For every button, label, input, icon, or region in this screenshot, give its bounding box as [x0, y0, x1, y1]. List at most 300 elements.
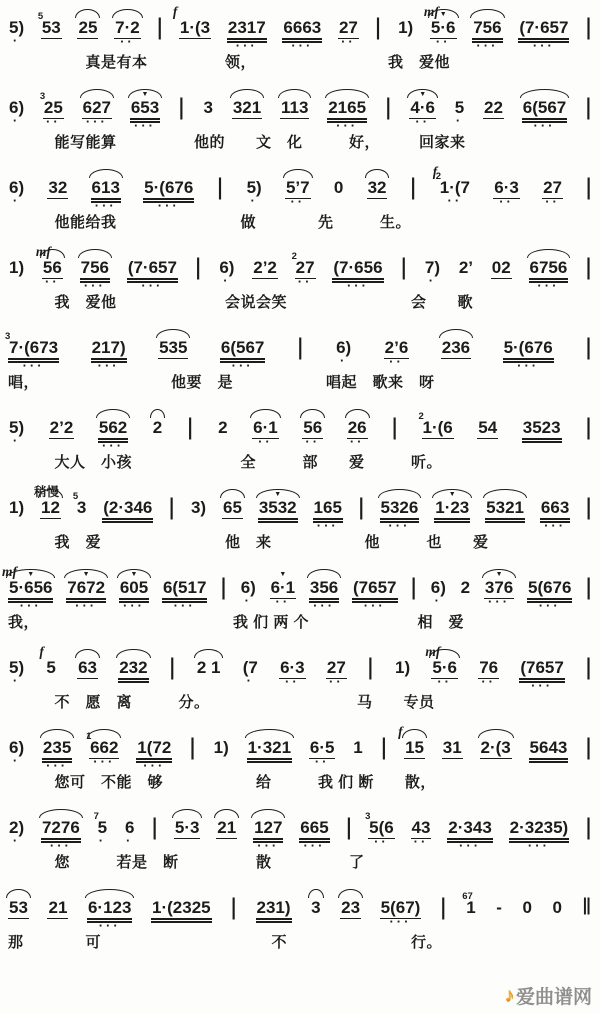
- octave-dots: ··: [258, 433, 273, 449]
- note-text: 5326: [380, 499, 420, 523]
- note-group: [527, 578, 572, 613]
- note-group: [302, 418, 323, 449]
- note-text: ‖: [582, 894, 591, 921]
- note-text: |: [440, 894, 446, 921]
- note-group: [258, 491, 298, 523]
- barline: [585, 574, 592, 601]
- note-text: |: [392, 414, 397, 441]
- note-text: 27: [326, 658, 346, 677]
- note-text: 15: [405, 738, 424, 757]
- note-text: 0: [522, 898, 532, 917]
- note-group: [425, 644, 458, 689]
- lyrics-line: 您 若是 断 散 了: [8, 853, 365, 871]
- dynamic-marking: mf: [35, 244, 51, 259]
- barline: [156, 14, 163, 41]
- note-group: [77, 659, 98, 679]
- note-group: [332, 258, 383, 293]
- note-group: [338, 18, 359, 49]
- octave-dots: ···: [235, 37, 258, 53]
- barline: [585, 414, 592, 441]
- notation-line: [0, 884, 600, 933]
- note-text: (7657: [519, 659, 564, 683]
- slur-arc-icon: [230, 89, 264, 98]
- note-group: [299, 818, 329, 853]
- note-group: [434, 491, 470, 523]
- note-text: |: [586, 254, 591, 281]
- octave-dots: ···: [346, 277, 369, 293]
- octave-dots: ···: [544, 517, 567, 533]
- octave-dots: ···: [336, 117, 359, 133]
- note-text: 7672: [66, 579, 106, 603]
- note-text: |: [586, 94, 591, 121]
- note-text: 6·1: [270, 578, 296, 597]
- note-text: 3523: [522, 419, 562, 443]
- note-group: [39, 644, 56, 678]
- note-text: 1·321: [247, 739, 292, 763]
- note-group: [313, 498, 343, 533]
- accent-icon: ▼: [439, 11, 447, 18]
- note-text: 54: [478, 418, 498, 437]
- note-group: [509, 818, 570, 853]
- note-group: [478, 658, 499, 689]
- slur-arc-icon: [439, 329, 473, 338]
- music-system: [0, 84, 600, 164]
- slur-arc-icon: [325, 89, 369, 98]
- note-text: (7·657: [127, 259, 178, 283]
- note-text: 6: [124, 818, 135, 837]
- accent-icon: ▼: [448, 491, 456, 498]
- notation-line: [0, 84, 600, 133]
- grace-note: 3: [365, 811, 371, 822]
- note-text: 1: [353, 738, 363, 757]
- note-text: 376: [484, 578, 514, 597]
- barline: [178, 94, 185, 121]
- octave-dots: ··: [349, 433, 365, 449]
- note-group: [423, 4, 457, 49]
- octave-dots: ···: [173, 597, 196, 613]
- note-text: 321: [232, 98, 262, 117]
- note-group: [367, 179, 388, 199]
- barline: [230, 894, 237, 921]
- octave-dots: ···: [49, 837, 72, 853]
- note-group: [327, 98, 367, 133]
- barline: [582, 894, 592, 921]
- octave-dots: ···: [98, 917, 121, 933]
- octave-dots: ··: [435, 33, 451, 49]
- note-group: [213, 739, 230, 758]
- dynamic-marking: mf: [423, 4, 439, 19]
- note-group: [256, 899, 292, 923]
- note-text: 235: [42, 739, 72, 763]
- note-text: 165: [313, 499, 343, 523]
- note-text: |: [152, 814, 158, 841]
- lyrics-line: 他能给我 做 先 生。: [8, 213, 412, 231]
- note-group: [35, 244, 63, 289]
- note-group: [8, 98, 25, 128]
- note-text: 25: [43, 98, 63, 117]
- slur-arc-icon: [378, 489, 422, 498]
- note-group: [162, 578, 207, 613]
- octave-dots: ··: [46, 113, 61, 129]
- note-text: 27: [338, 18, 358, 37]
- note-text: |: [385, 94, 391, 121]
- note-group: [529, 258, 569, 293]
- slur-arc-icon: [308, 889, 323, 898]
- note-text: 5643: [529, 739, 569, 763]
- octave-dots: ···: [459, 837, 482, 853]
- octave-dots: ··: [329, 673, 344, 689]
- octave-dots: ···: [134, 117, 156, 133]
- note-text: 65: [222, 498, 242, 517]
- note-group: [8, 818, 25, 848]
- note-text: 3: [76, 498, 87, 517]
- slur-arc-icon: [220, 489, 245, 498]
- note-text: 5): [9, 418, 25, 437]
- note-text: (7·656: [332, 259, 383, 283]
- notation-line: [0, 404, 600, 453]
- note-group: [335, 338, 352, 368]
- lyrics-line: 能写能算 他的 文 化 好， 回家来: [8, 133, 466, 151]
- note-text: |: [586, 174, 591, 201]
- note-group: [37, 11, 62, 39]
- notation-line: [0, 564, 600, 613]
- note-group: [8, 259, 25, 278]
- note-text: 53: [9, 898, 28, 917]
- octave-dots: ···: [313, 597, 336, 613]
- note-text: 1: [466, 898, 476, 917]
- note-text: 2’2: [253, 258, 277, 277]
- note-text: 43: [411, 818, 431, 837]
- accent-icon: ▼: [274, 491, 282, 498]
- note-group: [8, 18, 25, 48]
- barline: [585, 814, 592, 841]
- accent-icon: ▼: [495, 571, 503, 578]
- note-text: |: [586, 654, 591, 681]
- note-group: [227, 18, 267, 53]
- slur-arc-icon: [87, 729, 121, 738]
- note-group: [333, 179, 344, 198]
- note-group: [222, 499, 243, 519]
- note-text: |: [157, 14, 163, 41]
- barline: [440, 894, 447, 921]
- note-text: |: [586, 574, 591, 601]
- note-text: 32: [48, 178, 68, 197]
- note-group: [217, 419, 228, 438]
- note-text: 6): [219, 258, 235, 277]
- octave-dots: ···: [291, 37, 314, 53]
- note-group: [309, 738, 336, 769]
- note-text: 2·343: [447, 819, 492, 843]
- note-text: 6663: [282, 19, 322, 43]
- note-text: 2: [218, 418, 228, 437]
- music-system: [0, 4, 600, 84]
- lyrics-line: 我 爱他 会说会笑 会 歌: [8, 293, 474, 311]
- grace-note: 7: [93, 811, 99, 822]
- note-text: 2): [9, 818, 25, 837]
- slur-arc-icon: [75, 649, 100, 658]
- note-text: 3: [311, 898, 321, 917]
- note-text: 5): [246, 178, 262, 197]
- note-text: 236: [441, 338, 471, 357]
- note-group: [118, 659, 148, 683]
- note-group: [41, 818, 81, 853]
- note-text: 5·3: [174, 818, 200, 837]
- note-text: 2’2: [49, 418, 74, 437]
- note-text: (7·657: [518, 19, 569, 43]
- slur-arc-icon: [78, 249, 112, 258]
- note-group: [252, 418, 279, 449]
- slur-arc-icon: [520, 89, 569, 98]
- barline: [410, 174, 417, 201]
- note-group: [485, 499, 525, 523]
- note-text: |: [381, 734, 387, 761]
- octave-dots: ··: [415, 113, 431, 129]
- note-group: [394, 659, 411, 678]
- note-group: [310, 899, 321, 918]
- lyrics-line: 不 愿 离 分。 马 专员: [8, 693, 435, 711]
- barline: [585, 494, 592, 521]
- note-text: 6): [336, 338, 352, 357]
- slur-arc-icon: [283, 169, 313, 178]
- octave-dots: ··: [374, 833, 389, 849]
- barline: [585, 734, 592, 761]
- octave-dots: ··: [45, 273, 60, 289]
- slur-arc-icon: [470, 9, 504, 18]
- note-text: 5·6: [430, 18, 456, 37]
- note-text: 76: [479, 658, 499, 677]
- slur-arc-icon: [96, 409, 130, 418]
- note-text: 605: [119, 579, 149, 603]
- note-text: 32: [367, 178, 387, 197]
- watermark-label: 爱曲谱网: [515, 987, 592, 1008]
- accent-icon: ▼: [27, 571, 35, 578]
- note-group: [86, 731, 119, 769]
- octave-dots: ···: [19, 597, 42, 613]
- grace-note: 5: [72, 491, 79, 502]
- note-group: [246, 178, 263, 208]
- notation-line: [0, 164, 600, 213]
- notation-line: [0, 804, 600, 853]
- note-group: [483, 99, 504, 119]
- note-group: [424, 258, 441, 288]
- note-group: [285, 178, 311, 209]
- dynamic-marking: mf: [2, 564, 17, 579]
- note-group: [447, 818, 492, 853]
- note-text: 5321: [485, 499, 525, 523]
- note-text: |: [401, 254, 407, 281]
- slur-arc-icon: [345, 409, 370, 418]
- note-group: [326, 658, 347, 689]
- notation-line: [0, 644, 600, 693]
- note-group: [77, 19, 98, 39]
- octave-dots: ··: [305, 433, 321, 449]
- note-text: 2165: [327, 99, 367, 123]
- barline: [375, 14, 382, 41]
- note-group: [552, 899, 563, 918]
- note-text: |: [346, 814, 352, 841]
- note-text: 21: [48, 898, 68, 917]
- octave-dots: ···: [533, 117, 556, 133]
- note-group: [480, 739, 512, 759]
- note-group: [365, 811, 395, 849]
- note-group: [477, 419, 498, 439]
- note-group: [454, 98, 465, 128]
- note-group: [409, 91, 436, 129]
- note-group: [119, 571, 149, 613]
- lyrics-line: 我， 我 们 两 个 相 爱: [8, 613, 465, 631]
- music-system: [0, 644, 600, 724]
- note-group: [521, 899, 532, 918]
- note-group: [380, 498, 420, 533]
- octave-dots: ···: [363, 597, 386, 613]
- note-group: [529, 739, 569, 763]
- barline: [346, 814, 353, 841]
- note-group: [462, 891, 476, 918]
- note-group: [8, 658, 25, 688]
- note-text: |: [375, 14, 381, 41]
- octave-dots: ···: [83, 277, 106, 293]
- note-text: 6·1: [253, 418, 278, 437]
- octave-dots: ···: [527, 837, 550, 853]
- slur-arc-icon: [89, 169, 123, 178]
- barline: [585, 654, 592, 681]
- octave-dots: ···: [388, 517, 411, 533]
- music-system: [0, 884, 600, 964]
- slur-arc-icon: [251, 809, 285, 818]
- lyrics-line: 那 可 不 行。: [8, 933, 443, 951]
- note-group: [484, 571, 514, 609]
- octave-dots: ···: [257, 837, 280, 853]
- barline: [400, 254, 407, 281]
- note-text: 2 1: [196, 658, 221, 677]
- octave-dots: ···: [517, 357, 540, 373]
- barline: [585, 14, 592, 41]
- note-group: [93, 811, 108, 848]
- slur-arc-icon: [6, 889, 31, 898]
- octave-dots: ··: [341, 33, 356, 49]
- octave-dots: ···: [476, 37, 499, 53]
- slur-arc-icon: [402, 729, 427, 738]
- dynamic-marking: mf: [425, 644, 441, 659]
- note-text: 22: [484, 98, 503, 117]
- note-text: 231): [256, 899, 292, 923]
- barline: [585, 94, 592, 121]
- note-text: 2: [460, 578, 471, 597]
- note-group: [411, 818, 432, 849]
- note-text: |: [586, 334, 591, 361]
- octave-dots: ···: [316, 517, 339, 533]
- note-text: |: [410, 174, 416, 201]
- slur-arc-icon: [75, 9, 100, 18]
- note-group: [130, 91, 160, 133]
- note-text: |: [231, 894, 236, 921]
- octave-dots: ·: [246, 672, 254, 688]
- note-group: [493, 178, 520, 209]
- note-group: [279, 658, 306, 689]
- note-text: 6): [430, 578, 446, 597]
- accent-icon: ▼: [141, 91, 149, 98]
- octave-dots: ···: [143, 757, 166, 773]
- slur-arc-icon: [483, 489, 527, 498]
- octave-dots: ·: [12, 752, 21, 768]
- note-group: [432, 164, 471, 208]
- note-text: 6): [240, 578, 256, 597]
- note-group: [152, 419, 163, 438]
- note-group: [8, 738, 25, 768]
- octave-dots: ·: [12, 112, 21, 128]
- barline: [585, 174, 592, 201]
- note-group: [196, 659, 222, 678]
- note-group: [66, 571, 106, 613]
- barline: [391, 414, 398, 441]
- tempo-marking: 稍慢: [34, 485, 60, 499]
- barline: [220, 574, 227, 601]
- octave-dots: ···: [532, 37, 555, 53]
- note-text: |: [187, 414, 193, 441]
- octave-dots: ·: [250, 192, 258, 208]
- octave-dots: ···: [97, 357, 120, 373]
- note-text: (7: [242, 658, 258, 677]
- note-text: 7276: [41, 819, 81, 843]
- note-text: 6(517: [162, 579, 207, 603]
- notation-line: [0, 4, 600, 53]
- notation-line: [0, 484, 600, 533]
- note-text: 232: [118, 659, 148, 683]
- note-text: 217): [91, 339, 127, 363]
- note-text: 356: [309, 579, 339, 603]
- barline: [385, 94, 392, 121]
- note-text: 6·3: [494, 178, 519, 197]
- note-group: [42, 738, 72, 773]
- note-text: (2·346: [102, 499, 153, 523]
- barline: [151, 814, 158, 841]
- note-group: [218, 258, 235, 288]
- note-group: [40, 499, 61, 519]
- barline: [168, 494, 175, 521]
- note-text: 562: [98, 419, 128, 443]
- dynamic-marking: f: [398, 724, 403, 739]
- note-text: 6·5: [309, 738, 335, 757]
- note-text: 535: [159, 338, 188, 357]
- slur-arc-icon: [338, 889, 363, 898]
- lyrics-line: 我 爱 他 来 他 也 爱: [8, 533, 489, 551]
- note-group: [174, 819, 201, 839]
- barline: [169, 654, 176, 681]
- note-group: [253, 818, 283, 853]
- note-text: 27: [295, 258, 315, 277]
- note-text: 613: [91, 179, 121, 203]
- note-group: [522, 419, 562, 443]
- note-text: 0: [552, 898, 562, 917]
- music-system: [0, 324, 600, 404]
- note-group: [280, 99, 309, 119]
- octave-dots: ··: [290, 193, 306, 209]
- note-text: 5·656: [8, 579, 53, 603]
- note-group: [49, 419, 75, 439]
- music-system: [0, 804, 600, 884]
- octave-dots: ···: [389, 913, 412, 929]
- note-text: |: [586, 734, 591, 761]
- note-text: -: [496, 898, 502, 917]
- note-text: |: [178, 94, 184, 121]
- note-text: |: [586, 414, 591, 441]
- octave-dots: ·: [12, 192, 21, 208]
- grace-note: 3: [39, 91, 46, 102]
- note-group: [232, 99, 262, 119]
- note-text: 12: [41, 498, 60, 517]
- note-text: 2’: [458, 258, 473, 277]
- note-text: 653: [130, 99, 160, 123]
